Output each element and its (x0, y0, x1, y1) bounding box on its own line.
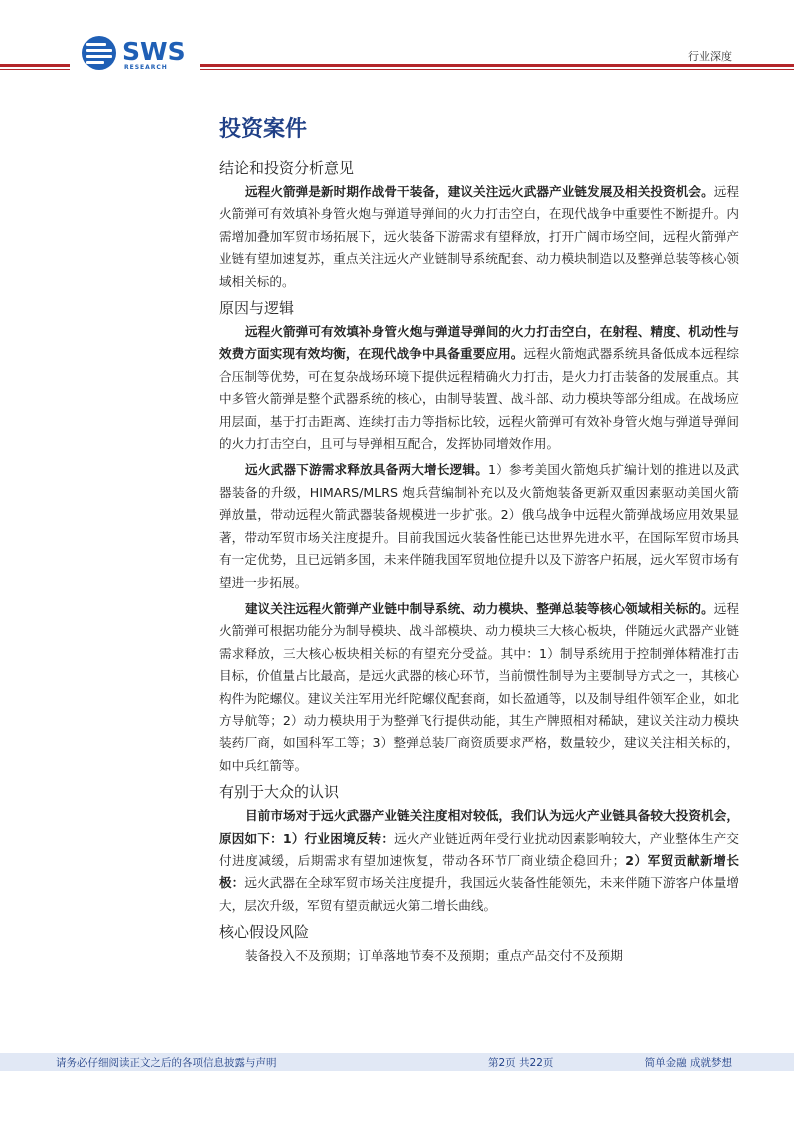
paragraph-body: 1）参考美国火箭炮兵扩编计划的推进以及武器装备的升级，HIMARS/MLRS 炮兵营编制补充以及火箭炮装备更新双重因素驱动美国火箭弹放量，带动远程火箭武器装备规模进一步扩张。2）俄乌战争中远程火箭弹战场应用效果显著，带动军贸市场关注度提升。目前我国远火装备性能已达世界先进水平，在国际军贸市场具有一定优势，且已远销多国，未来伴随我国军贸地位提升以及下游客户拓展，远火军贸市场有望进一步拓展。 (219, 462, 740, 590)
paragraph-body: 远程火箭炮武器系统具备低成本远程综合压制等优势，可在复杂战场环境下提供远程精确火力打击，是火力打击装备的发展重点。其中多管火箭弹是整个武器系统的核心，由制导装置、战斗部、动力模块等部分组成。在战场应用层面，基于打击距离、连续打击力等指标比较，远程火箭弹可有效补身管火炮与弹道导弹间的火力打击空白，且可与导弹相互配合，发挥协同增效作用。 (219, 346, 740, 452)
page-header (0, 0, 794, 80)
page-footer (0, 1053, 794, 1071)
paragraph-lead: 远程火箭弹可有效填补身管火炮与弹道导弹间的火力打击空白，在射程、精度、机动性与效费方面实现有效均衡，在现代战争中具备重要应用。 (219, 324, 739, 362)
header-rule-thin (0, 69, 70, 70)
section-heading: 有别于大众的认识 (219, 783, 340, 802)
header-rule-thin (200, 69, 794, 70)
paragraph-lead: 建议关注远程火箭弹产业链中制导系统、动力模块、整弹总装等核心领域相关标的。 (245, 600, 714, 616)
paragraph (219, 598, 739, 777)
logo-text: SWS (122, 37, 186, 66)
section-heading: 核心假设风险 (219, 923, 310, 942)
paragraph (219, 945, 739, 967)
section-heading: 原因与逻辑 (219, 299, 295, 318)
header-rule (200, 64, 794, 67)
section-heading: 结论和投资分析意见 (219, 159, 355, 177)
logo-subtext: RESEARCH (124, 64, 168, 71)
paragraph-lead: 目前市场对于远火武器产业链关注度相对较低，我们认为远火产业链具备较大投资机会，原因如下：1）行业困境反转： (219, 808, 739, 846)
paragraph (219, 459, 739, 593)
paragraph-body: 远程火箭弹可有效填补身管火炮与弹道导弹间的火力打击空白，在现代战争中重要性不断提升。内需增加叠加军贸市场拓展下，远火装备下游需求有望释放，打开广阔市场空间，远程火箭弹产业链有望加速复苏，重点关注远火产业链制导系统配套、动力模块制造以及整弹总装等核心领域相关标的。 (219, 184, 740, 289)
page-title: 投资案件 (219, 117, 308, 142)
footer-disclaimer: 请务必仔细阅读正文之后的各项信息披露与声明 (56, 1057, 277, 1069)
header-rule (0, 64, 70, 67)
footer-slogan: 简单金融 成就梦想 (644, 1057, 732, 1069)
paragraph-lead: 远火武器下游需求释放具备两大增长逻辑。 (245, 462, 488, 478)
paragraph-lead-2: 2）军贸贡献新增长极： (219, 852, 740, 891)
paragraph (219, 321, 739, 455)
logo-emblem-icon (82, 36, 116, 70)
paragraph-body: 远火产业链近两年受行业扰动因素影响较大，产业整体生产交付进度减缓，后期需求有望加速恢复，带动各环节厂商业绩企稳回升； (219, 830, 740, 868)
report-type: 行业深度 (688, 50, 732, 63)
paragraph-body: 远程火箭弹可根据功能分为制导模块、战斗部模块、动力模块三大核心板块，伴随远火武器产业链需求释放，三大核心板块相关标的有望充分受益。其中：1）制导系统用于控制弹体精准打击目标，价值量占比最高，是远火武器的核心环节，当前惯性制导为主要制导方式之一，其核心构件为陀螺仪。建议关注军用光纤陀螺仪配套商，如长盈通等，以及制导组件领军企业，如北方导航等；2）动力模块用于为整弹飞行提供动能，其生产牌照相对稀缺，建议关注动力模块装药厂商，如国科军工等；3）整弹总装厂商资质要求严格，数量较少，建议关注相关标的，如中兵红箭等。 (219, 600, 740, 773)
page-number: 第2页 共22页 (488, 1057, 554, 1069)
main-content (219, 115, 739, 972)
paragraph (219, 181, 739, 293)
paragraph-body-2: 远火武器在全球军贸市场关注度提升，我国远火装备性能领先，未来伴随下游客户体量增大，层次升级，军贸有望贡献远火第二增长曲线。 (219, 875, 740, 913)
paragraph-lead: 远程火箭弹是新时期作战骨干装备，建议关注远火武器产业链发展及相关投资机会。 (245, 184, 714, 199)
paragraph-body: 装备投入不及预期；订单落地节奏不及预期；重点产品交付不及预期 (245, 948, 623, 964)
sws-logo (82, 36, 192, 76)
paragraph (219, 805, 739, 917)
